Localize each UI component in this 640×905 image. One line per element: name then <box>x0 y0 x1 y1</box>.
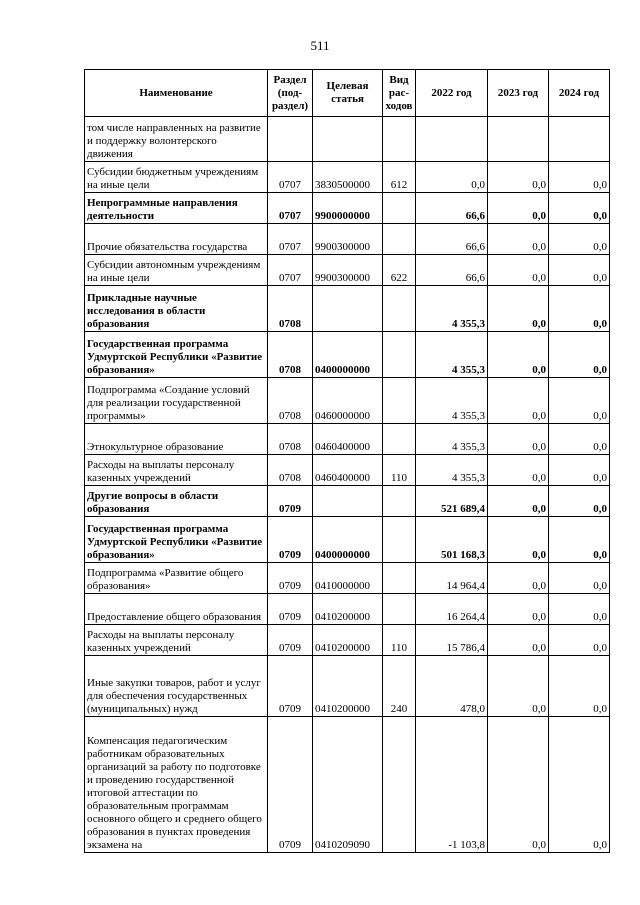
row-section: 0708 <box>268 424 313 455</box>
table-row <box>85 717 610 853</box>
header-2023: 2023 год <box>488 70 549 117</box>
row-section: 0709 <box>268 656 313 717</box>
row-section: 0708 <box>268 332 313 378</box>
table-row <box>85 486 610 517</box>
table-row <box>85 117 610 162</box>
row-value-2024: 0,0 <box>549 455 610 486</box>
row-target-article: 0460000000 <box>313 378 383 424</box>
row-name: Прикладные научные исследования в области образования <box>85 286 268 332</box>
row-section: 0708 <box>268 286 313 332</box>
row-expense-type <box>383 332 416 378</box>
row-name: Иные закупки товаров, работ и услуг для обеспечения государственных (муниципальных) нужд <box>85 656 268 717</box>
row-expense-type <box>383 424 416 455</box>
row-expense-type <box>383 378 416 424</box>
row-expense-type <box>383 517 416 563</box>
page-number: 511 <box>310 38 330 53</box>
row-value-2024: 0,0 <box>549 224 610 255</box>
row-value-2022 <box>416 117 488 162</box>
row-value-2024 <box>549 117 610 162</box>
table-row <box>85 162 610 193</box>
row-target-article: 0400000000 <box>313 517 383 563</box>
row-value-2022: 521 689,4 <box>416 486 488 517</box>
row-target-article: 0460400000 <box>313 455 383 486</box>
table-row <box>85 594 610 625</box>
row-value-2024: 0,0 <box>549 286 610 332</box>
row-target-article: 0410200000 <box>313 625 383 656</box>
row-value-2024: 0,0 <box>549 424 610 455</box>
row-section: 0709 <box>268 625 313 656</box>
row-value-2024: 0,0 <box>549 378 610 424</box>
row-expense-type <box>383 117 416 162</box>
row-name: Государственная программа Удмуртской Республики «Развитие образования» <box>85 332 268 378</box>
row-value-2022: 4 355,3 <box>416 455 488 486</box>
row-target-article <box>313 117 383 162</box>
header-expense-type: Вид рас-ходов <box>383 70 416 117</box>
row-value-2023: 0,0 <box>488 563 549 594</box>
table-row <box>85 517 610 563</box>
row-value-2023: 0,0 <box>488 486 549 517</box>
row-name: Расходы на выплаты персоналу казенных учреждений <box>85 455 268 486</box>
row-value-2022: 4 355,3 <box>416 332 488 378</box>
row-section: 0708 <box>268 378 313 424</box>
row-target-article: 0400000000 <box>313 332 383 378</box>
row-value-2023: 0,0 <box>488 162 549 193</box>
row-value-2023: 0,0 <box>488 594 549 625</box>
row-expense-type <box>383 486 416 517</box>
row-expense-type: 110 <box>383 625 416 656</box>
row-value-2022: 0,0 <box>416 162 488 193</box>
row-value-2024: 0,0 <box>549 517 610 563</box>
row-name: Расходы на выплаты персоналу казенных учреждений <box>85 625 268 656</box>
row-name: Другие вопросы в области образования <box>85 486 268 517</box>
row-target-article: 9900300000 <box>313 255 383 286</box>
header-target-article: Целевая статья <box>313 70 383 117</box>
row-name: Подпрограмма «Создание условий для реализации государственной программы» <box>85 378 268 424</box>
row-value-2022: 66,6 <box>416 193 488 224</box>
row-value-2022: 501 168,3 <box>416 517 488 563</box>
header-2024: 2024 год <box>549 70 610 117</box>
row-value-2023: 0,0 <box>488 193 549 224</box>
row-expense-type: 240 <box>383 656 416 717</box>
row-value-2022: 4 355,3 <box>416 286 488 332</box>
row-name: Предоставление общего образования <box>85 594 268 625</box>
row-expense-type: 622 <box>383 255 416 286</box>
row-value-2022: 66,6 <box>416 224 488 255</box>
row-value-2024: 0,0 <box>549 332 610 378</box>
row-target-article: 3830500000 <box>313 162 383 193</box>
table-body <box>85 117 610 853</box>
row-section: 0707 <box>268 224 313 255</box>
row-name: Субсидии автономным учреждениям на иные цели <box>85 255 268 286</box>
row-target-article: 0410200000 <box>313 656 383 717</box>
row-section: 0707 <box>268 193 313 224</box>
row-value-2023: 0,0 <box>488 224 549 255</box>
row-value-2024: 0,0 <box>549 625 610 656</box>
row-value-2022: 4 355,3 <box>416 424 488 455</box>
table-row <box>85 224 610 255</box>
row-value-2022: 478,0 <box>416 656 488 717</box>
table-row <box>85 656 610 717</box>
row-expense-type <box>383 286 416 332</box>
row-expense-type <box>383 193 416 224</box>
row-expense-type <box>383 594 416 625</box>
table-row <box>85 563 610 594</box>
row-name: Этнокультурное образование <box>85 424 268 455</box>
row-value-2023: 0,0 <box>488 717 549 853</box>
budget-table <box>84 69 610 853</box>
row-section: 0709 <box>268 563 313 594</box>
row-value-2022: -1 103,8 <box>416 717 488 853</box>
table-header-row <box>85 70 610 117</box>
row-name: Непрограммные направления деятельности <box>85 193 268 224</box>
row-expense-type: 110 <box>383 455 416 486</box>
row-target-article: 9900300000 <box>313 224 383 255</box>
row-section: 0709 <box>268 486 313 517</box>
row-name: Субсидии бюджетным учреждениям на иные цели <box>85 162 268 193</box>
row-value-2024: 0,0 <box>549 656 610 717</box>
row-value-2023 <box>488 117 549 162</box>
row-name: том числе направленных на развитие и поддержку волонтерского движения <box>85 117 268 162</box>
row-name: Прочие обязательства государства <box>85 224 268 255</box>
row-section <box>268 117 313 162</box>
table-row <box>85 255 610 286</box>
row-section: 0709 <box>268 717 313 853</box>
row-target-article <box>313 286 383 332</box>
row-section: 0709 <box>268 594 313 625</box>
row-value-2023: 0,0 <box>488 255 549 286</box>
row-expense-type <box>383 717 416 853</box>
row-value-2024: 0,0 <box>549 717 610 853</box>
row-value-2023: 0,0 <box>488 455 549 486</box>
row-value-2024: 0,0 <box>549 255 610 286</box>
row-value-2022: 4 355,3 <box>416 378 488 424</box>
row-value-2023: 0,0 <box>488 656 549 717</box>
table-row <box>85 424 610 455</box>
row-value-2023: 0,0 <box>488 517 549 563</box>
header-2022: 2022 год <box>416 70 488 117</box>
row-value-2023: 0,0 <box>488 424 549 455</box>
row-value-2022: 16 264,4 <box>416 594 488 625</box>
row-expense-type <box>383 224 416 255</box>
table-row <box>85 332 610 378</box>
header-section: Раздел (под-раздел) <box>268 70 313 117</box>
row-target-article <box>313 486 383 517</box>
row-value-2023: 0,0 <box>488 332 549 378</box>
row-value-2023: 0,0 <box>488 378 549 424</box>
row-value-2022: 15 786,4 <box>416 625 488 656</box>
table-row <box>85 193 610 224</box>
row-target-article: 0460400000 <box>313 424 383 455</box>
row-target-article: 0410209090 <box>313 717 383 853</box>
header-name: Наименование <box>85 70 268 117</box>
row-section: 0707 <box>268 255 313 286</box>
row-value-2024: 0,0 <box>549 193 610 224</box>
row-name: Подпрограмма «Развитие общего образования» <box>85 563 268 594</box>
table-row <box>85 625 610 656</box>
row-value-2024: 0,0 <box>549 594 610 625</box>
row-name: Компенсация педагогическим работникам образовательных организаций за работу по подготовке и проведению государственной итоговой аттестации по образовательным программам основного общего и среднего общего образования в пунктах проведения экзамена на <box>85 717 268 853</box>
row-section: 0709 <box>268 517 313 563</box>
row-section: 0708 <box>268 455 313 486</box>
row-section: 0707 <box>268 162 313 193</box>
row-name: Государственная программа Удмуртской Республики «Развитие образования» <box>85 517 268 563</box>
row-value-2023: 0,0 <box>488 625 549 656</box>
row-value-2022: 14 964,4 <box>416 563 488 594</box>
table-row <box>85 455 610 486</box>
row-expense-type <box>383 563 416 594</box>
table-row <box>85 378 610 424</box>
row-value-2024: 0,0 <box>549 162 610 193</box>
row-value-2024: 0,0 <box>549 486 610 517</box>
row-target-article: 0410000000 <box>313 563 383 594</box>
row-expense-type: 612 <box>383 162 416 193</box>
row-value-2024: 0,0 <box>549 563 610 594</box>
row-value-2023: 0,0 <box>488 286 549 332</box>
row-value-2022: 66,6 <box>416 255 488 286</box>
table-row <box>85 286 610 332</box>
row-target-article: 0410200000 <box>313 594 383 625</box>
row-target-article: 9900000000 <box>313 193 383 224</box>
